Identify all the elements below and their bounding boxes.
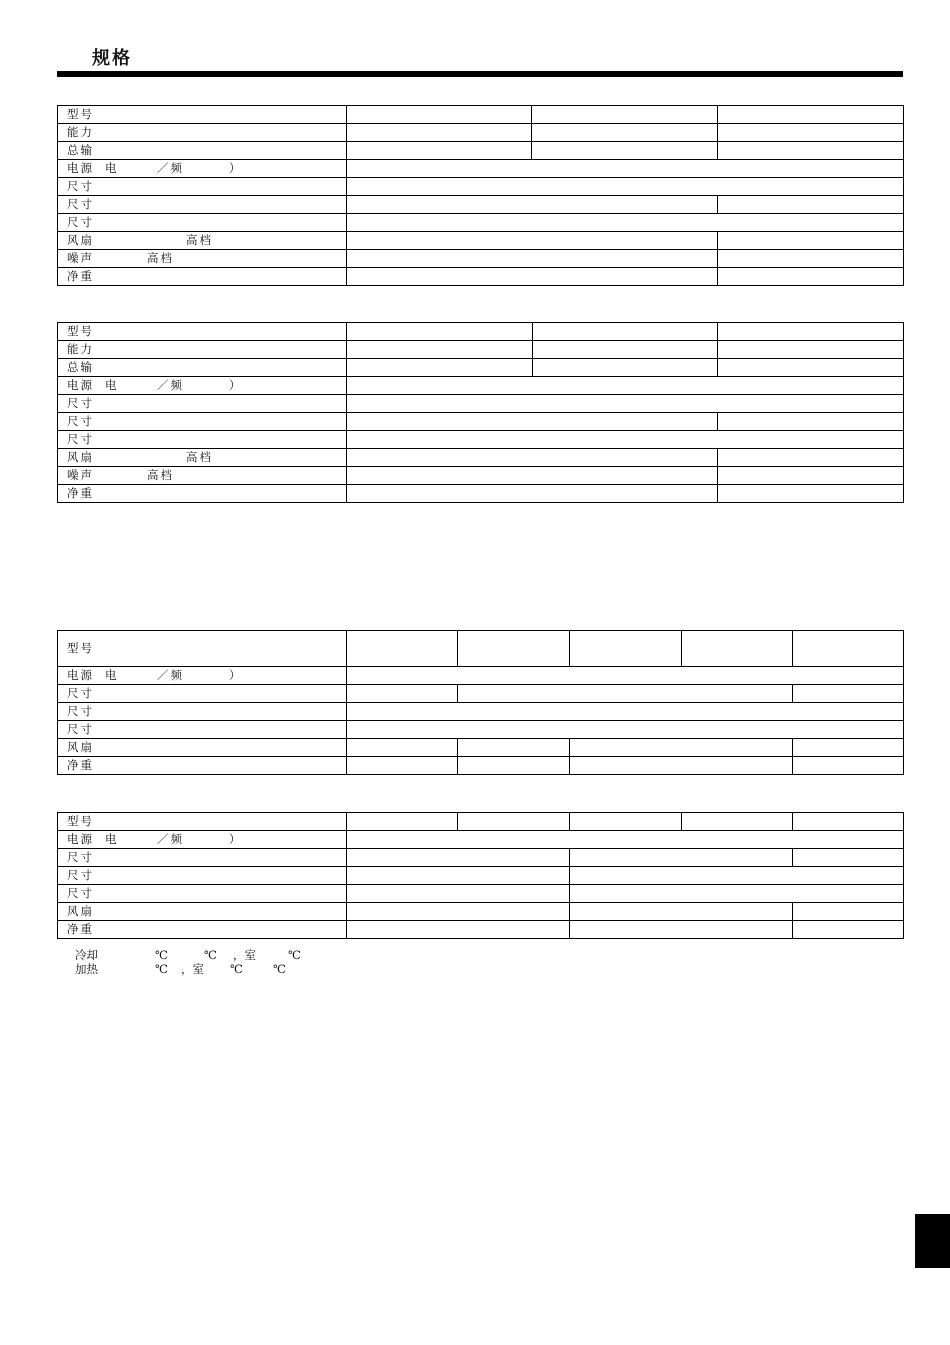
value-cell xyxy=(718,106,904,124)
value-cell xyxy=(347,685,458,703)
label-dimension: 尺寸 xyxy=(58,703,347,721)
value-cell xyxy=(347,921,570,939)
row-power xyxy=(58,377,904,395)
row-total-input xyxy=(58,142,904,160)
label-noise: 噪声 高档 xyxy=(58,250,347,268)
value-cell xyxy=(347,323,533,341)
row-fan xyxy=(58,903,904,921)
value-cell xyxy=(793,921,904,939)
note-heating-label: 加热 xyxy=(75,962,98,976)
label-total-input: 总输 xyxy=(58,359,347,377)
label-dimension: 尺寸 xyxy=(58,721,347,739)
row-noise xyxy=(58,467,904,485)
value-cell xyxy=(347,885,570,903)
value-cell xyxy=(718,467,904,485)
value-cell xyxy=(458,757,570,775)
value-cell xyxy=(347,739,458,757)
row-dimension xyxy=(58,413,904,431)
row-model xyxy=(58,631,904,667)
value-cell xyxy=(532,142,718,160)
page-title: 规格 xyxy=(92,48,132,69)
row-capacity xyxy=(58,341,904,359)
value-cell xyxy=(570,921,793,939)
value-cell xyxy=(718,196,904,214)
label-dimension: 尺寸 xyxy=(58,849,347,867)
value-cell xyxy=(533,359,718,377)
value-cell xyxy=(347,124,532,142)
value-cell xyxy=(570,867,904,885)
value-cell xyxy=(458,685,793,703)
label-net-weight: 净重 xyxy=(58,921,347,939)
row-fan xyxy=(58,449,904,467)
spec-table-3 xyxy=(57,630,904,775)
value-cell xyxy=(347,721,904,739)
label-power: 电源 电 ／频 ） xyxy=(58,831,347,849)
value-cell xyxy=(718,268,904,286)
value-cell xyxy=(458,739,570,757)
value-cell xyxy=(347,631,458,667)
value-cell xyxy=(458,631,570,667)
value-cell xyxy=(347,667,904,685)
value-cell xyxy=(570,849,793,867)
label-fan: 风扇 xyxy=(58,903,347,921)
label-fan: 风扇 高档 xyxy=(58,232,347,250)
value-cell xyxy=(347,359,533,377)
value-cell xyxy=(718,323,904,341)
value-cell xyxy=(793,739,904,757)
value-cell xyxy=(718,359,904,377)
value-cell xyxy=(347,831,904,849)
label-dimension: 尺寸 xyxy=(58,431,347,449)
value-cell xyxy=(718,449,904,467)
row-dimension xyxy=(58,178,904,196)
label-power: 电源 电 ／频 ） xyxy=(58,377,347,395)
row-dimension xyxy=(58,395,904,413)
value-cell xyxy=(458,813,570,831)
value-cell xyxy=(347,268,718,286)
value-cell xyxy=(347,142,532,160)
value-cell xyxy=(570,631,682,667)
row-power xyxy=(58,160,904,178)
label-dimension: 尺寸 xyxy=(58,885,347,903)
label-capacity: 能力 xyxy=(58,341,347,359)
row-net-weight xyxy=(58,485,904,503)
page-edge-tab xyxy=(915,1214,950,1268)
value-cell xyxy=(718,341,904,359)
label-dimension: 尺寸 xyxy=(58,214,347,232)
row-dimension xyxy=(58,703,904,721)
label-model: 型号 xyxy=(58,813,347,831)
label-total-input: 总输 xyxy=(58,142,347,160)
label-dimension: 尺寸 xyxy=(58,685,347,703)
value-cell xyxy=(570,813,682,831)
value-cell xyxy=(533,323,718,341)
row-dimension xyxy=(58,685,904,703)
label-dimension: 尺寸 xyxy=(58,395,347,413)
row-net-weight xyxy=(58,757,904,775)
note-cooling-label: 冷却 xyxy=(75,948,98,962)
row-dimension xyxy=(58,214,904,232)
row-dimension xyxy=(58,196,904,214)
value-cell xyxy=(347,703,904,721)
row-dimension xyxy=(58,885,904,903)
value-cell xyxy=(347,431,904,449)
label-dimension: 尺寸 xyxy=(58,413,347,431)
row-model xyxy=(58,813,904,831)
value-cell xyxy=(793,903,904,921)
value-cell xyxy=(347,377,904,395)
value-cell xyxy=(570,903,793,921)
value-cell xyxy=(793,757,904,775)
row-dimension xyxy=(58,867,904,885)
label-net-weight: 净重 xyxy=(58,485,347,503)
label-model: 型号 xyxy=(58,323,347,341)
row-dimension xyxy=(58,431,904,449)
value-cell xyxy=(347,449,718,467)
value-cell xyxy=(793,631,904,667)
value-cell xyxy=(718,250,904,268)
row-net-weight xyxy=(58,268,904,286)
spec-table-1 xyxy=(57,105,904,286)
row-model xyxy=(58,106,904,124)
value-cell xyxy=(347,160,904,178)
value-cell xyxy=(347,178,904,196)
value-cell xyxy=(347,106,532,124)
label-fan: 风扇 高档 xyxy=(58,449,347,467)
label-fan: 风扇 xyxy=(58,739,347,757)
value-cell xyxy=(347,196,718,214)
value-cell xyxy=(347,214,904,232)
value-cell xyxy=(718,232,904,250)
value-cell xyxy=(347,467,718,485)
value-cell xyxy=(570,739,793,757)
value-cell xyxy=(532,124,718,142)
value-cell xyxy=(718,142,904,160)
label-power: 电源 电 ／频 ） xyxy=(58,667,347,685)
label-noise: 噪声 高档 xyxy=(58,467,347,485)
row-model xyxy=(58,323,904,341)
value-cell xyxy=(347,849,570,867)
value-cell xyxy=(682,631,793,667)
row-power xyxy=(58,831,904,849)
value-cell xyxy=(793,849,904,867)
row-noise xyxy=(58,250,904,268)
label-capacity: 能力 xyxy=(58,124,347,142)
label-net-weight: 净重 xyxy=(58,757,347,775)
label-dimension: 尺寸 xyxy=(58,178,347,196)
value-cell xyxy=(347,867,570,885)
value-cell xyxy=(793,685,904,703)
value-cell xyxy=(347,813,458,831)
row-dimension xyxy=(58,721,904,739)
value-cell xyxy=(718,124,904,142)
row-fan xyxy=(58,739,904,757)
value-cell xyxy=(718,485,904,503)
value-cell xyxy=(532,106,718,124)
label-model: 型号 xyxy=(58,106,347,124)
value-cell xyxy=(570,885,904,903)
row-fan xyxy=(58,232,904,250)
value-cell xyxy=(570,757,793,775)
value-cell xyxy=(347,395,904,413)
value-cell xyxy=(718,413,904,431)
value-cell xyxy=(347,341,533,359)
spec-table-2 xyxy=(57,322,904,503)
value-cell xyxy=(347,903,570,921)
value-cell xyxy=(347,250,718,268)
row-capacity xyxy=(58,124,904,142)
label-model: 型号 xyxy=(58,631,347,667)
label-dimension: 尺寸 xyxy=(58,196,347,214)
row-net-weight xyxy=(58,921,904,939)
row-total-input xyxy=(58,359,904,377)
label-net-weight: 净重 xyxy=(58,268,347,286)
row-dimension xyxy=(58,849,904,867)
value-cell xyxy=(347,485,718,503)
value-cell xyxy=(347,757,458,775)
label-power: 电源 电 ／频 ） xyxy=(58,160,347,178)
value-cell xyxy=(533,341,718,359)
title-rule xyxy=(57,71,903,77)
row-power xyxy=(58,667,904,685)
value-cell xyxy=(347,232,718,250)
label-dimension: 尺寸 xyxy=(58,867,347,885)
spec-table-4 xyxy=(57,812,904,939)
value-cell xyxy=(347,413,718,431)
value-cell xyxy=(793,813,904,831)
value-cell xyxy=(682,813,793,831)
